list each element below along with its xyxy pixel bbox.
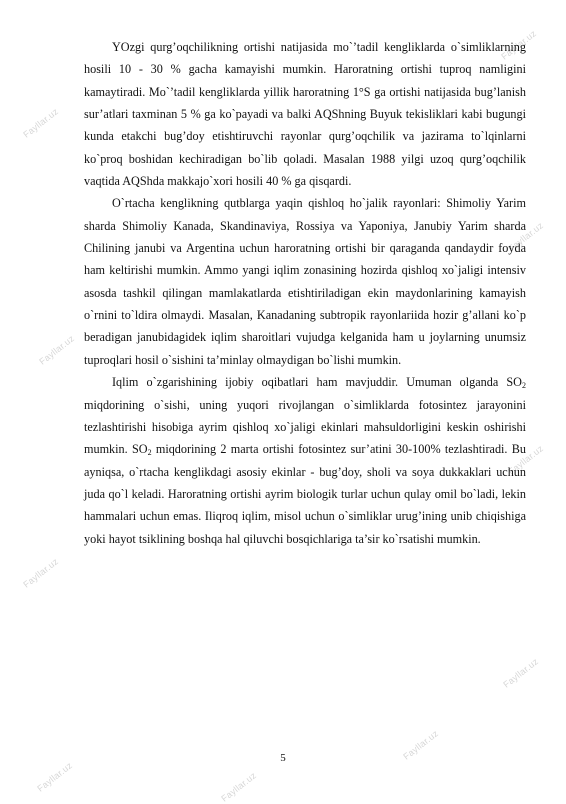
watermark-text: Fayllar.uz — [506, 443, 546, 477]
watermark-text: Fayllar.uz — [506, 220, 546, 254]
watermark-text: Fayllar.uz — [35, 760, 75, 794]
watermark-text: Fayllar.uz — [21, 106, 61, 140]
document-page — [84, 36, 526, 550]
watermark-text: Fayllar.uz — [21, 556, 61, 590]
watermark-text: Fayllar.uz — [37, 333, 77, 367]
watermark-text: Fayllar.uz — [401, 728, 441, 762]
page-number: 5 — [280, 752, 286, 764]
watermark-text: Fayllar.uz — [219, 770, 259, 804]
watermark-text: Fayllar.uz — [501, 656, 541, 690]
subscript-two: 2 — [147, 448, 152, 458]
paragraph-2: O`rtacha kenglikning qutblarga yaqin qishloq ho`jalik rayonlari: Shimoliy Yarim sharda Shimoliy Kanada, Skandinaviya, Rossiya va Yaponiya, Janubiy Yarim sharda Chilining janubi va Argentina uchun haroratning ortishi bir qaraganda qandaydir foyda ham keltirishi mumkin. Ammo yangi iqlim zonasining hozirda qishloq xo`jaligi intensiv asosda tashkil qilingan mamlakatlarda etishtiriladigan ekin maydonlarining kamayish o`rnini to`ldira olmaydi. Masalan, Kanadaning subtropik rayonlariida hozir g’allani ko`p beradigan janubidagidek iqlim sharoitlari vujudga kelganida ham u joylarning unumsiz tuproqlari hosil o`sishini ta’minlay olmaydigan bo`lishi mumkin. — [84, 196, 526, 367]
subscript-two: 2 — [522, 381, 526, 391]
paragraph-3: Iqlim o`zgarishining ijobiy oqibatlari ham mavjuddir. Umuman olganda $SO_2$ miqdorining o`sishi, uning yuqori rivojlangan o`simliklarda fotosintez jarayonini tezlashtirishi hisobiga ayrim qishloq xo`jaligi ekinlari mahsuldorligini keskin oshirishi mumkin. $SO_2$ miqdorining 2 marta ortishi fotosintez sur’atini 30-100% tezlashtiradi. Bu ayniqsa, o`rtacha kenglikdagi asosiy ekinlar - bug’doy, sholi va soya dukkaklari uchun juda qo`l keladi. Haroratning ortishi ayrim biologik turlar uchun qulay omil bo`ladi, lekin hammalari uchun emas. Iliqroq iqlim, misol uchun o`simliklar urug’ining unib chiqishiga yoki hayot tsiklining boshqa hal qiluvchi bosqichlariga ta’sir ko`rsatishi mumkin. — [84, 375, 526, 546]
watermark-text: Fayllar.uz — [499, 28, 539, 62]
paragraph-1: YOzgi qurg’oqchilikning ortishi natijasida mo`’tadil kengliklarda o`simliklarning hosili 10 - 30 % gacha kamayishi mumkin. Haroratning ortishi tuproq namligini kamaytiradi. Mo`’tadil kengliklarda yillik haroratning 1°S ga ortishi natijasida bug’lanish sur’atlari taxminan 5 % ga ko`payadi va balki AQShning Buyuk tekisliklari kabi bugungi kunda etakchi bug’doy etishtiruvchi rayonlar qurg’oqchilik va jazirama to`lqinlarni ko`proq boshidan kechiradigan bo`lib qoladi. Masalan 1988 yilgi uzoq qurg’oqchilik vaqtida AQShda makkajo`xori hosili 40 % ga qisqardi. — [84, 40, 526, 189]
